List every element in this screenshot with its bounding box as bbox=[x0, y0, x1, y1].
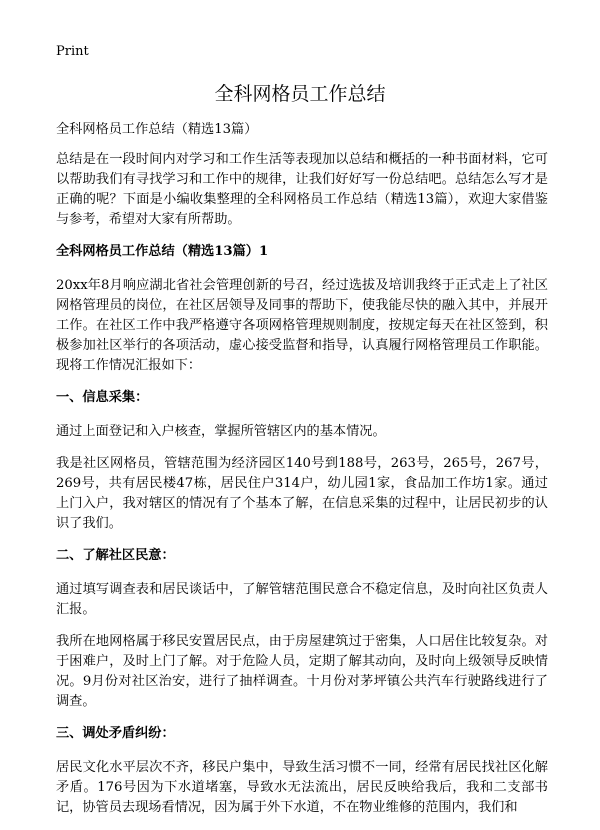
document-subtitle: 全科网格员工作总结（精选13篇） bbox=[56, 122, 258, 137]
subheading-dispute-mediation: 三、调处矛盾纠纷： bbox=[56, 726, 175, 741]
section-heading: 全科网格员工作总结（精选13篇）1 bbox=[56, 244, 269, 259]
body-paragraph-3: 我是社区网格员，管辖范围为经济园区140号到188号，263号，265号，267号，269号，共有居民楼47栋，居民住户314户，幼儿园1家，食品加工作坊1家。通过上门入户，我对辖区的情况有了个基本了解，在信息采集的过程中，让居民初步的认识了我们。 bbox=[56, 456, 548, 531]
document-body bbox=[56, 120, 548, 830]
document-title: 全科网格员工作总结 bbox=[214, 83, 386, 105]
print-link[interactable]: Print bbox=[56, 44, 89, 59]
intro-paragraph: 总结是在一段时间内对学习和工作生活等表现加以总结和概括的一种书面材料，它可以帮助我们有寻找学习和工作中的规律，让我们好好写一份总结吧。总结怎么写才是正确的呢？下面是小编收集整理的全科网格员工作总结（精选13篇），欢迎大家借鉴与参考，希望对大家有所帮助。 bbox=[56, 152, 548, 227]
body-paragraph-2: 通过上面登记和入户核查，掌握所管辖区内的基本情况。 bbox=[56, 424, 386, 439]
body-paragraph-5: 我所在地网格属于移民安置居民点，由于房屋建筑过于密集，人口居住比较复杂。对于困难户，及时上门了解。对于危险人员，定期了解其动向，及时向上级领导反映情况。9月份对社区治安，进行了抽样调查。十月份对茅坪镇公共汽车行驶路线进行了调查。 bbox=[56, 634, 548, 709]
subheading-public-opinion: 二、了解社区民意： bbox=[56, 548, 175, 563]
body-paragraph-6: 居民文化水平层次不齐，移民户集中，导致生活习惯不一同，经常有居民找社区化解矛盾。176号因为下水道堵塞，导致水无法流出，居民反映给我后，我和二支部书记，协管员去现场看情况，因为属于外下水道，不在物业维修的范围内，我们和 bbox=[56, 760, 548, 815]
body-paragraph-4: 通过填写调查表和居民谈话中，了解管辖范围民意合不稳定信息，及时向社区负责人汇报。 bbox=[56, 582, 548, 617]
body-paragraph-1: 20xx年8月响应湖北省社会管理创新的号召，经过选拔及培训我终于正式走上了社区网格管理员的岗位，在社区居领导及同事的帮助下，使我能尽快的融入其中，并展开工作。在社区工作中我严格遵守各项网格管理规则制度，按规定每天在社区签到，积极参加社区举行的各项活动，虚心接受监督和指导，认真履行网格管理员工作职能。现将工作情况汇报如下： bbox=[56, 278, 548, 373]
subheading-info-collection: 一、信息采集： bbox=[56, 390, 149, 405]
